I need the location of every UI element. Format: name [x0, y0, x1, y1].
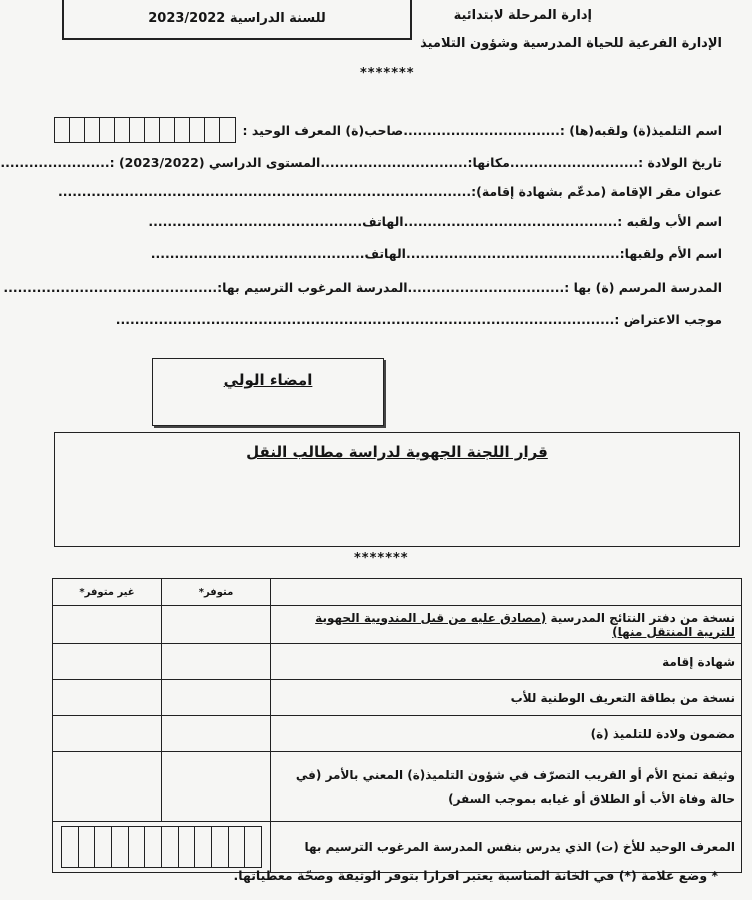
document-name — [271, 606, 742, 644]
document-name: شهادة إقامة — [271, 644, 742, 680]
committee-decision-title: قرار اللجنة الجهوية لدراسة مطالب النقل — [246, 443, 548, 461]
document-name: المعرف الوحيد للأخ (ت) الذي يدرس بنفس المدرسة المرغوب الترسيم بها — [271, 822, 742, 873]
available-checkbox[interactable] — [162, 752, 271, 822]
table-row — [53, 716, 742, 752]
header-line-2: الإدارة الفرعية للحياة المدرسية وشؤون التلاميذ — [420, 36, 722, 51]
document-name: نسخة من بطاقة التعريف الوطنية للأب — [271, 680, 742, 716]
table-row — [53, 606, 742, 644]
available-checkbox[interactable] — [162, 644, 271, 680]
guardian-signature-label: امضاء الولي — [223, 371, 313, 389]
table-row — [53, 752, 742, 822]
unavailable-checkbox[interactable] — [53, 606, 162, 644]
available-checkbox[interactable] — [162, 606, 271, 644]
committee-decision-box — [54, 432, 740, 547]
available-checkbox[interactable] — [162, 716, 271, 752]
documents-table — [52, 578, 742, 873]
separator-middle: ******* — [354, 551, 409, 566]
document-name: مضمون ولادة للتلميذ (ة) — [271, 716, 742, 752]
document-name: وثيقة تمنح الأم أو القريب التصرّف في شؤون التلميذ(ة) المعني بالأمر (في حالة وفاة الأب أو الطلاق أو غيابه بموجب السفر) — [271, 752, 742, 822]
header-line-1: إدارة المرحلة لابتدائية — [453, 8, 592, 23]
table-row — [53, 644, 742, 680]
document-name-text: نسخة من دفتر النتائج المدرسية — [546, 610, 735, 625]
document-name-note: (مصادق عليه من قبل المندوبية الجهوية للتربية المنتقل منها) — [315, 610, 735, 639]
table-header-row — [53, 579, 742, 606]
school-year-label: للسنة الدراسية 2023/2022 — [148, 10, 326, 26]
father-field[interactable]: اسم الأب ولقبه :.............................................الهاتف............................................. — [148, 214, 722, 229]
footnote: * وضع علامة (*) في الخانة المناسبة يعتبر اقرارا بتوفر الوثيقة وصحّة معطياتها. — [233, 868, 718, 883]
sibling-id-cell — [53, 822, 271, 873]
unavailable-checkbox[interactable] — [53, 752, 162, 822]
mother-field[interactable]: اسم الأم ولقبها:.............................................الهاتف............................................. — [150, 246, 722, 261]
unavailable-header: غير متوفر* — [53, 579, 162, 606]
reason-field[interactable]: موجب الاعتراض :......................................................................................................... — [115, 312, 722, 327]
student-id-boxes[interactable] — [54, 117, 236, 143]
table-row — [53, 822, 742, 873]
student-name-field[interactable]: اسم التلميذ(ة) ولقبه(ها) :.................................صاحب(ة) المعرف الوحيد : — [242, 123, 722, 138]
school-year-box — [62, 0, 412, 40]
sibling-id-boxes[interactable] — [61, 826, 262, 868]
document-header-cell — [271, 579, 742, 606]
unavailable-checkbox[interactable] — [53, 680, 162, 716]
unavailable-checkbox[interactable] — [53, 716, 162, 752]
school-field[interactable]: المدرسة المرسم (ة) بها :.................................المدرسة المرغوب الترسيم بها:............................................. — [3, 280, 722, 295]
table-row — [53, 680, 742, 716]
guardian-signature-box[interactable] — [152, 358, 384, 426]
unavailable-checkbox[interactable] — [53, 644, 162, 680]
available-checkbox[interactable] — [162, 680, 271, 716]
available-header: متوفر* — [162, 579, 271, 606]
separator-top: ******* — [360, 66, 415, 81]
birth-field[interactable]: تاريخ الولادة :...........................مكانها:...............................المستوى الدراسي (2023/2022) :....................... — [0, 155, 722, 170]
address-field[interactable]: عنوان مقر الإقامة (مدعّم بشهادة إقامة):....................................................................................... — [58, 184, 722, 199]
